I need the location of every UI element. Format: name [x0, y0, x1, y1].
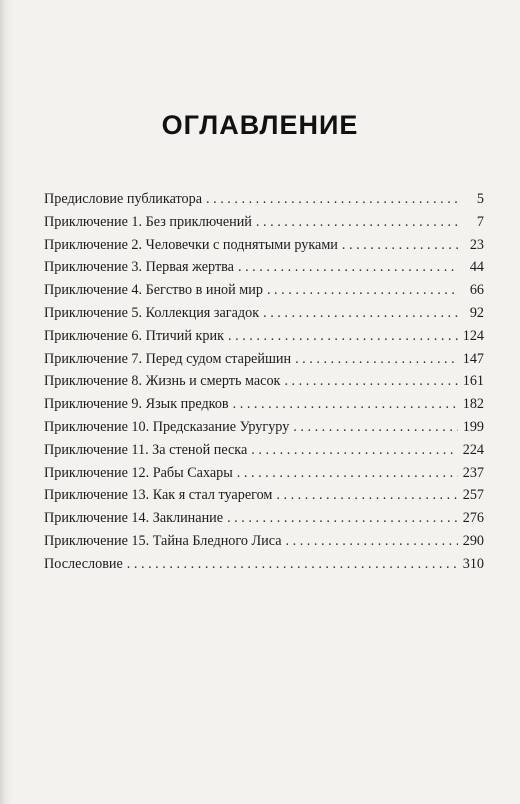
- toc-entry: [44, 530, 484, 553]
- toc-entry-title: Послесловие: [44, 555, 123, 572]
- toc-entry-title: Приключение 6. Птичий крик: [44, 327, 224, 344]
- dot-leader: [286, 530, 459, 553]
- toc-entry-title: Предисловие публикатора: [44, 191, 203, 207]
- toc-entry-title: Приключение 3. Первая жертва: [44, 259, 234, 276]
- toc-entry-title: Приключение 11. За стеной песка: [44, 441, 248, 458]
- toc-entry-page: 44: [469, 259, 484, 276]
- toc-entry-page: 66: [469, 282, 484, 299]
- toc-entry-page: 276: [462, 510, 484, 527]
- dot-leader: [238, 256, 458, 279]
- toc-entry: [44, 462, 484, 485]
- dot-leader: [228, 325, 458, 348]
- toc-entry-title: Приключение 13. Как я стал туарегом: [44, 487, 273, 504]
- toc-entry-page: 257: [462, 487, 484, 504]
- toc-entry: [44, 553, 484, 576]
- dot-leader: [284, 370, 458, 393]
- toc-entry: [44, 325, 484, 348]
- toc-entry: [44, 416, 484, 439]
- toc-entry-page: 5: [476, 191, 484, 207]
- table-of-contents: [44, 188, 484, 576]
- toc-entry-page: 92: [469, 304, 484, 321]
- toc-entry-title: Приключение 10. Предсказание Уругуру: [44, 418, 290, 435]
- toc-entry-title: Приключение 8. Жизнь и смерть масок: [44, 373, 281, 390]
- dot-leader: [206, 188, 458, 211]
- toc-entry-page: 182: [462, 396, 484, 413]
- toc-entry-title: Приключение 1. Без приключений: [44, 213, 252, 230]
- toc-entry-page: 124: [462, 327, 484, 344]
- toc-entry: [44, 234, 484, 257]
- toc-entry-title: Приключение 7. Перед судом старейшин: [44, 350, 292, 367]
- toc-entry-page: 237: [462, 464, 484, 481]
- toc-entry-page: 290: [462, 532, 484, 549]
- toc-heading: ОГЛАВЛЕНИЕ: [161, 110, 359, 140]
- toc-entry: [44, 393, 484, 416]
- toc-entry: [44, 279, 484, 302]
- toc-entry-title: Приключение 4. Бегство в иной мир: [44, 282, 263, 299]
- toc-entry: [44, 211, 484, 234]
- dot-leader: [251, 439, 458, 462]
- toc-entry-page: 7: [476, 213, 484, 230]
- dot-leader: [127, 553, 458, 576]
- dot-leader: [267, 279, 458, 302]
- toc-entry-page: 310: [462, 555, 484, 572]
- toc-entry-page: 199: [462, 418, 484, 435]
- toc-entry-title: Приключение 15. Тайна Бледного Лиса: [44, 532, 282, 549]
- toc-entry-page: 23: [469, 236, 484, 253]
- dot-leader: [293, 416, 458, 439]
- dot-leader: [342, 234, 458, 257]
- dot-leader: [237, 462, 458, 485]
- toc-entry-title: Приключение 5. Коллекция загадок: [44, 304, 260, 321]
- toc-entry: [44, 302, 484, 325]
- toc-entry: [44, 507, 484, 530]
- dot-leader: [256, 211, 458, 234]
- dot-leader: [276, 484, 458, 507]
- toc-entry-page: 161: [462, 373, 484, 390]
- toc-entry: [44, 348, 484, 371]
- toc-entry: [44, 188, 484, 211]
- toc-entry-title: Приключение 9. Язык предков: [44, 396, 229, 413]
- dot-leader: [227, 507, 458, 530]
- toc-entry-page: 224: [462, 441, 484, 458]
- toc-entry-title: Приключение 14. Заклинание: [44, 510, 224, 527]
- toc-entry-page: 147: [462, 350, 484, 367]
- toc-entry-title: Приключение 2. Человечки с поднятыми руками: [44, 236, 338, 253]
- dot-leader: [233, 393, 458, 416]
- toc-entry: [44, 256, 484, 279]
- toc-entry: [44, 484, 484, 507]
- dot-leader: [295, 348, 458, 371]
- toc-entry: [44, 370, 484, 393]
- toc-entry-title: Приключение 12. Рабы Сахары: [44, 464, 233, 481]
- dot-leader: [263, 302, 458, 325]
- toc-entry: [44, 439, 484, 462]
